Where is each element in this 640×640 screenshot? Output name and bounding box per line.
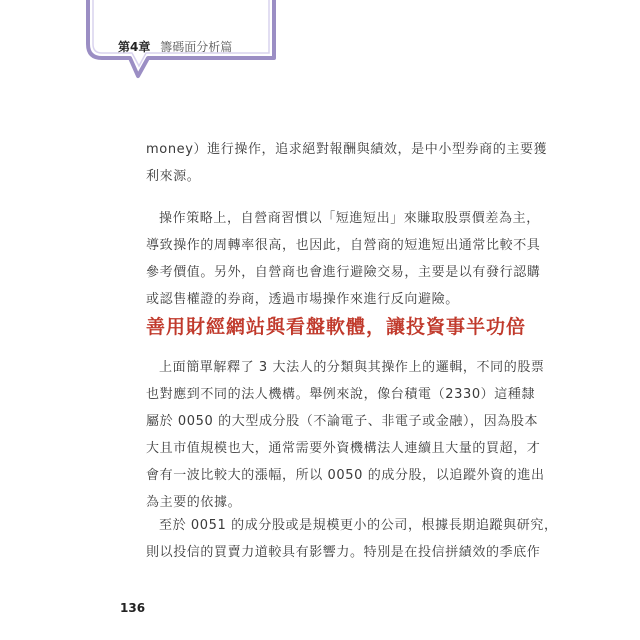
chapter-number: 第4章 [118,40,151,54]
section-heading: 善用財經網站與看盤軟體，讓投資事半功倍 [146,316,527,338]
paragraph-line: 利來源。 [146,169,201,184]
paragraph-3 [146,354,545,516]
paragraph-line: 為主要的依據。 [146,495,242,510]
paragraph-line: 也對應到不同的法人機構。舉例來說，像台積電（2330）這種隸 [146,387,536,402]
paragraph-2 [146,205,541,313]
paragraph-line: 至於 0051 的成分股或是規模更小的公司，根據長期追蹤與研究， [159,518,558,533]
chapter-label [118,38,232,55]
paragraph-line: 屬於 0050 的大型成分股（不論電子、非電子或金融），因為股本 [146,414,539,429]
paragraph-line: money）進行操作，追求絕對報酬與績效，是中小型券商的主要獲 [146,142,548,157]
paragraph-1 [146,136,548,190]
paragraph-line: 導致操作的周轉率很高，也因此，自營商的短進短出通常比較不具 [146,238,541,253]
paragraph-line: 上面簡單解釋了 3 大法人的分類與其操作上的邏輯，不同的股票 [159,360,545,375]
chapter-title: 籌碼面分析篇 [160,40,233,54]
paragraph-line: 會有一波比較大的漲幅，所以 0050 的成分股，以追蹤外資的進出 [146,468,545,483]
paragraph-line: 或認售權證的券商，透過市場操作來進行反向避險。 [146,292,459,307]
paragraph-line: 則以投信的買賣力道較具有影響力。特別是在投信拼績效的季底作 [146,545,541,560]
page-number: 136 [120,601,146,615]
paragraph-4 [146,512,558,566]
paragraph-line: 操作策略上，自營商習慣以「短進短出」來賺取股票價差為主， [159,211,540,226]
paragraph-line: 大且市值規模也大，通常需要外資機構法人連續且大量的買超，才 [146,441,541,456]
paragraph-line: 參考價值。另外，自營商也會進行避險交易，主要是以有發行認購 [146,265,541,280]
